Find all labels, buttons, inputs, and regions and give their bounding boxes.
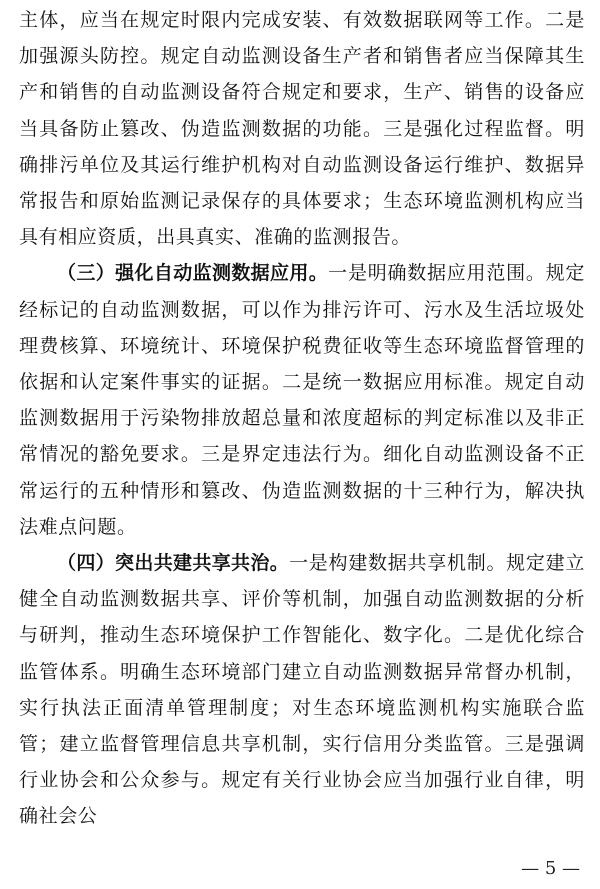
paragraph-section-4 — [19, 545, 585, 835]
section-heading-3: （三）强化自动监测数据应用。 — [57, 262, 329, 285]
section-body-4: 一是构建数据共享机制。规定建立健全自动监测数据共享、评价等机制，加强自动监测数据的分析与研判，推动生态环境保护工作智能化、数字化。二是优化综合监管体系。明确生态环境部门建立自动监测数据异常督办机制，实行执法正面清单管理制度；对生态环境监测机构实施联合监管；建立监督管理信息共享机制，实行信用分类监管。三是强调行业协会和公众参与。规定有关行业协会应当加强行业自律，明确社会公 — [19, 552, 585, 828]
section-heading-4: （四）突出共建共享共治。 — [57, 552, 290, 575]
paragraph-continuation: 主体，应当在规定时限内完成安装、有效数据联网等工作。二是加强源头防控。规定自动监测设备生产者和销售者应当保障其生产和销售的自动监测设备符合规定和要求，生产、销售的设备应当具备防止篡改、伪造监测数据的功能。三是强化过程监督。明确排污单位及其运行维护机构对自动监测设备运行维护、数据异常报告和原始监测记录保存的具体要求；生态环境监测机构应当具有相应资质，出具真实、准确的监测报告。 — [19, 9, 585, 249]
paragraph-section-3 — [19, 255, 585, 545]
document-body — [19, 2, 585, 835]
page-number: — 5 — — [521, 858, 580, 879]
section-body-3: 一是明确数据应用范围。规定经标记的自动监测数据，可以作为排污许可、污水及生活垃圾处理费核算、环境统计、环境保护税费征收等生态环境监督管理的依据和认定案件事实的证据。二是统一数据应用标准。规定自动监测数据用于污染物排放超总量和浓度超标的判定标准以及非正常情况的豁免要求。三是界定违法行为。细化自动监测设备不正常运行的五种情形和篡改、伪造监测数据的十三种行为，解决执法难点问题。 — [19, 262, 585, 538]
